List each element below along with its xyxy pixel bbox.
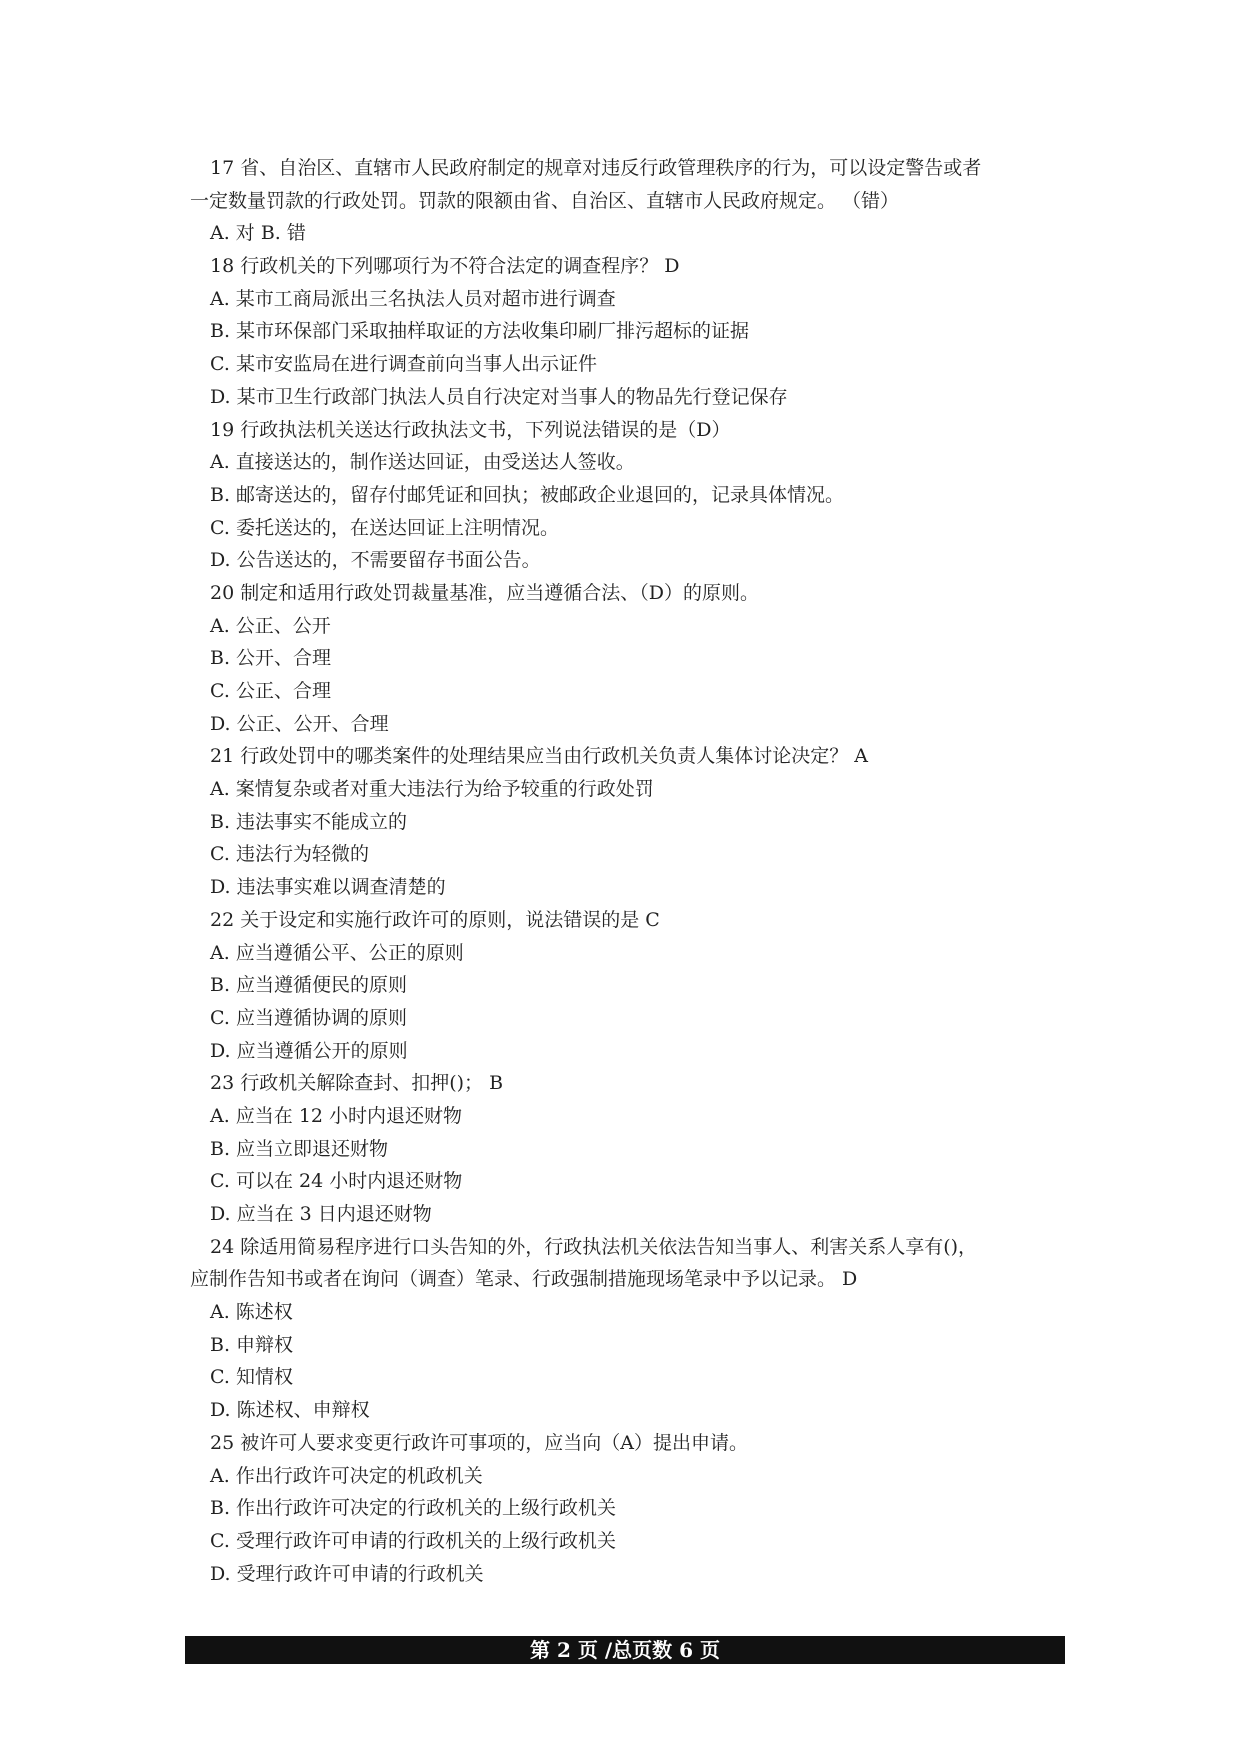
question-list (190, 152, 1060, 1590)
question (190, 740, 1060, 903)
option: A. 案情复杂或者对重大违法行为给予较重的行政处罚 (210, 778, 654, 801)
option: B. 申辩权 (210, 1333, 294, 1356)
option: A. 陈述权 (210, 1301, 293, 1324)
option: B. 应当遵循便民的原则 (210, 974, 408, 997)
option: A. 对 B. 错 (210, 222, 306, 245)
question-stem: 17 省、自治区、直辖市人民政府制定的规章对违反行政管理秩序的行为，可以设定警告或者 (210, 157, 982, 179)
question (190, 152, 1060, 250)
question-stem: 25 被许可人要求变更行政许可事项的，应当向（A）提出申请。 (210, 1431, 748, 1454)
question-stem-continued: 一定数量罚款的行政处罚。罚款的限额由省、自治区、直辖市人民政府规定。 （错） (190, 189, 900, 212)
option: A. 直接送达的，制作送达回证，由受送达人签收。 (210, 451, 635, 474)
question-stem: 22 关于设定和实施行政许可的原则，说法错误的是 C (210, 908, 660, 931)
question-stem: 18 行政机关的下列哪项行为不符合法定的调查程序？ D (210, 255, 680, 278)
question-stem-continued: 应制作告知书或者在询问（调查）笔录、行政强制措施现场笔录中予以记录。 D (190, 1268, 858, 1291)
option: B. 某市环保部门采取抽样取证的方法收集印刷厂排污超标的证据 (210, 320, 750, 343)
option: A. 作出行政许可决定的机政机关 (210, 1464, 483, 1487)
page-number: 第 2 页 /总页数 6 页 (530, 1638, 720, 1662)
option: D. 陈述权、申辩权 (210, 1399, 370, 1422)
option: B. 作出行政许可决定的行政机关的上级行政机关 (210, 1497, 617, 1520)
question (190, 1231, 1060, 1427)
question (190, 577, 1060, 740)
option: B. 公开、合理 (210, 647, 332, 670)
option: C. 应当遵循协调的原则 (210, 1006, 407, 1029)
option: C. 可以在 24 小时内退还财物 (210, 1170, 463, 1193)
option: D. 公正、公开、合理 (210, 712, 389, 735)
option: C. 违法行为轻微的 (210, 843, 369, 866)
option: C. 公正、合理 (210, 680, 331, 702)
page-footer (185, 1636, 1065, 1664)
option: D. 某市卫生行政部门执法人员自行决定对当事人的物品先行登记保存 (210, 385, 788, 408)
option: C. 某市安监局在进行调查前向当事人出示证件 (210, 353, 597, 376)
question (190, 414, 1060, 577)
question-stem: 23 行政机关解除查封、扣押()； B (210, 1072, 504, 1095)
option: B. 违法事实不能成立的 (210, 810, 408, 833)
option: C. 知情权 (210, 1366, 293, 1389)
option: D. 违法事实难以调查清楚的 (210, 876, 446, 899)
option: B. 应当立即退还财物 (210, 1137, 389, 1160)
option: D. 公告送达的，不需要留存书面公告。 (210, 549, 541, 572)
question (190, 250, 1060, 413)
option: D. 受理行政许可申请的行政机关 (210, 1562, 484, 1585)
question (190, 1427, 1060, 1590)
question-stem: 20 制定和适用行政处罚裁量基准，应当遵循合法、（D）的原则。 (210, 581, 759, 604)
option: D. 应当在 3 日内退还财物 (210, 1203, 432, 1225)
option: B. 邮寄送达的，留存付邮凭证和回执；被邮政企业退回的，记录具体情况。 (210, 483, 845, 506)
question (190, 904, 1060, 1067)
question (190, 1067, 1060, 1230)
question-stem: 19 行政执法机关送达行政执法文书，下列说法错误的是（D） (210, 418, 731, 441)
question-stem: 24 除适用简易程序进行口头告知的外，行政执法机关依法告知当事人、利害关系人享有()， (210, 1235, 978, 1258)
option: D. 应当遵循公开的原则 (210, 1039, 408, 1062)
option: A. 某市工商局派出三名执法人员对超市进行调查 (210, 287, 616, 310)
option: C. 受理行政许可申请的行政机关的上级行政机关 (210, 1529, 616, 1552)
option: A. 应当遵循公平、公正的原则 (210, 941, 464, 964)
option: A. 应当在 12 小时内退还财物 (210, 1104, 463, 1127)
option: C. 委托送达的，在送达回证上注明情况。 (210, 516, 559, 539)
question-stem: 21 行政处罚中的哪类案件的处理结果应当由行政机关负责人集体讨论决定？ A (210, 745, 868, 768)
option: A. 公正、公开 (210, 614, 331, 637)
